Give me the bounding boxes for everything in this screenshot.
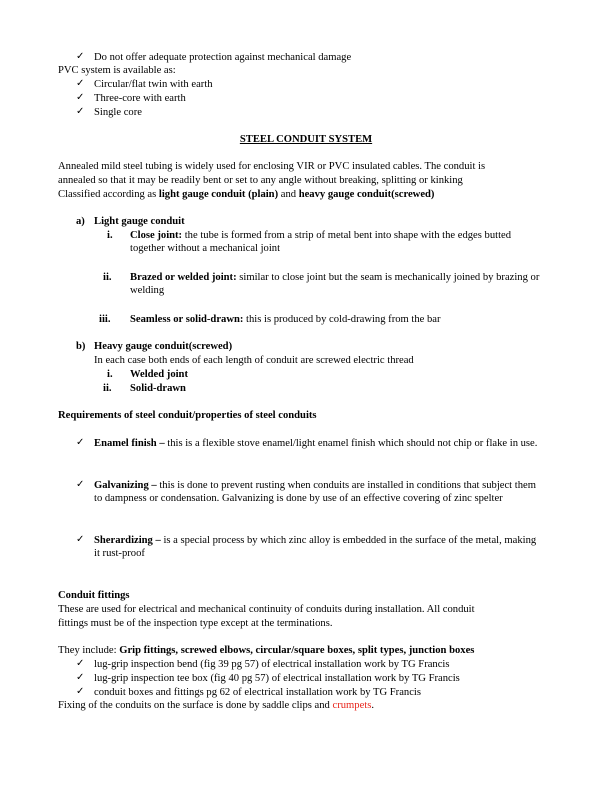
light-gauge-heading: Light gauge conduit: [94, 216, 185, 227]
list-marker: b): [76, 341, 86, 352]
fixing-line: [58, 699, 374, 712]
item-text: the tube is formed from a strip of metal bent into shape with the edges butted together without a mechanical joint: [130, 230, 512, 255]
fixing-end: .: [371, 700, 375, 711]
pvc-item: Three-core with earth: [94, 93, 186, 104]
fittings-line: fittings must be of the inspection type except at the terminations.: [58, 618, 333, 629]
fixing-red-word: crumpets: [332, 700, 372, 711]
heavy-item: Welded joint: [130, 369, 188, 380]
intro-text: Classified according as: [58, 189, 159, 200]
checkmark-icon: ✓: [76, 534, 85, 545]
fitting-item: lug-grip inspection bend (fig 39 pg 57) of electrical installation work by TG Francis: [94, 659, 450, 670]
item-term: Seamless or solid-drawn:: [130, 314, 244, 325]
item-text: this is produced by cold-drawing from the bar: [243, 314, 441, 325]
pvc-item: Single core: [94, 107, 142, 118]
include-bold: Grip fittings, screwed elbows, circular/square boxes, split types, junction boxes: [119, 645, 475, 656]
list-numeral: i.: [107, 230, 113, 241]
checkmark-icon: ✓: [76, 672, 85, 683]
section-title: STEEL CONDUIT SYSTEM: [239, 134, 373, 145]
fittings-line: These are used for electrical and mechanical continuity of conduits during installation. All conduit: [58, 604, 475, 615]
light-item: [130, 229, 540, 256]
checkmark-icon: ✓: [76, 106, 85, 117]
checkmark-icon: ✓: [76, 78, 85, 89]
item-text: this is a flexible stove enamel/light enamel finish which should not chip or flake in use.: [164, 438, 538, 449]
fixing-text: Fixing of the conduits on the surface is done by saddle clips and: [58, 700, 333, 711]
list-marker: a): [76, 216, 85, 227]
requirements-heading: Requirements of steel conduit/properties of steel conduits: [58, 410, 317, 421]
top-bullet-text: Do not offer adequate protection against mechanical damage: [94, 52, 352, 63]
intro-bold-term: light gauge conduit (plain): [158, 189, 279, 200]
checkmark-icon: ✓: [76, 92, 85, 103]
list-numeral: iii.: [99, 314, 111, 325]
fitting-item: lug-grip inspection tee box (fig 40 pg 57) of electrical installation work by TG Francis: [94, 673, 460, 684]
list-numeral: i.: [107, 369, 113, 380]
item-term: Enamel finish –: [94, 438, 165, 449]
fittings-include: [58, 644, 474, 657]
include-text: They include:: [58, 645, 120, 656]
checkmark-icon: ✓: [76, 479, 85, 490]
item-text: similar to close joint but the seam is mechanically joined by brazing or welding: [130, 272, 540, 297]
item-term: Sherardizing –: [94, 535, 161, 546]
fitting-item: conduit boxes and fittings pg 62 of electrical installation work by TG Francis: [94, 687, 421, 698]
intro-line: Annealed mild steel tubing is widely used for enclosing VIR or PVC insulated cables. The conduit is: [58, 161, 486, 172]
item-term: Close joint:: [130, 230, 183, 241]
light-item: [130, 313, 550, 326]
intro-line: annealed so that it may be readily bent or set to any angle without breaking, splitting or kinking: [58, 175, 463, 186]
intro-bold-term: heavy gauge conduit(screwed): [298, 189, 435, 200]
heavy-item: Solid-drawn: [130, 383, 186, 394]
list-numeral: ii.: [103, 383, 112, 394]
fittings-heading: Conduit fittings: [58, 590, 130, 601]
item-text: this is done to prevent rusting when conduits are installed in conditions that subject them to dampness or condensation. Galvanizing is done by use of an effective covering of zinc spelter: [94, 480, 536, 505]
heavy-gauge-heading: Heavy gauge conduit(screwed): [94, 341, 233, 352]
item-term: Galvanizing –: [94, 480, 157, 491]
checkmark-icon: ✓: [76, 437, 85, 448]
pvc-item: Circular/flat twin with earth: [94, 79, 213, 90]
heavy-gauge-text: In each case both ends of each length of conduit are screwed electric thread: [94, 355, 414, 366]
item-term: Brazed or welded joint:: [130, 272, 237, 283]
requirement-item: [94, 479, 544, 506]
requirement-item: [94, 437, 544, 450]
requirement-item: [94, 534, 544, 561]
intro-line: [58, 188, 434, 201]
intro-text: and: [278, 189, 299, 200]
item-text: is a special process by which zinc alloy is embedded in the surface of the metal, making it rust-proof: [94, 535, 537, 560]
checkmark-icon: ✓: [76, 51, 85, 62]
pvc-intro: PVC system is available as:: [58, 65, 176, 76]
list-numeral: ii.: [103, 272, 112, 283]
checkmark-icon: ✓: [76, 658, 85, 669]
checkmark-icon: ✓: [76, 686, 85, 697]
light-item: [130, 271, 550, 298]
